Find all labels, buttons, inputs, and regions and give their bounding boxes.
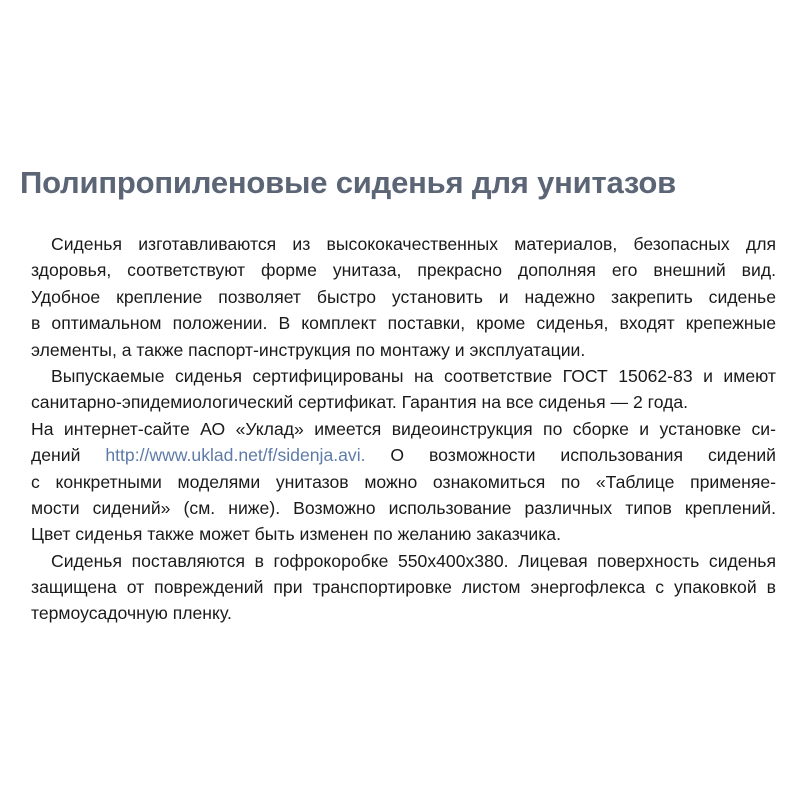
paragraph-2-line-7: Цвет сиденья также может быть изменен по желанию заказчика. <box>31 524 561 545</box>
video-instruction-link[interactable]: http://www.uklad.net/f/sidenja.avi. <box>105 445 366 466</box>
paragraph-1-line-5: элементы, а также паспорт-инструкция по монтажу и эксплуатации. <box>31 339 586 360</box>
paragraph-2-line-5: с конкретными моделями унитазов можно ознакомиться по «Таблице применяе- <box>31 471 776 492</box>
paragraph-2-line-3: На интернет-сайте АО «Уклад» имеется видеоинструкция по сборке и установке си- <box>31 418 776 439</box>
paragraph-1-line-2: здоровья, соответствуют форме унитаза, прекрасно дополняя его внешний вид. <box>31 260 776 281</box>
paragraph-3-line-1: Сиденья поставляются в гофрокоробке 550х400х380. Лицевая поверхность сиденья <box>51 550 776 571</box>
document-body <box>31 231 776 627</box>
paragraph-3-line-2: защищена от повреждений при транспортировке листом энергофлекса с упаковкой в <box>31 577 776 598</box>
document-title: Полипропиленовые сиденья для унитазов <box>20 165 676 200</box>
paragraph-2-line-1: Выпускаемые сиденья сертифицированы на соответствие ГОСТ 15062-83 и имеют <box>51 365 776 386</box>
paragraph-2-link-line <box>31 442 776 468</box>
paragraph-1-line-1: Сиденья изготавливаются из высококачественных материалов, безопасных для <box>51 234 776 254</box>
paragraph-1-line-3: Удобное крепление позволяет быстро установить и надежно закрепить сиденье <box>31 286 776 307</box>
paragraph-2-line-6: мости сидений» (см. ниже). Возможно использование различных типов креплений. <box>31 497 776 518</box>
link-line-before: дений <box>31 445 81 466</box>
link-line-after: О возможности использования сидений <box>390 445 776 466</box>
paragraph-2-line-2: санитарно-эпидемиологический сертификат. Гарантия на все сиденья — 2 года. <box>31 392 689 413</box>
paragraph-1-line-4: в оптимальном положении. В комплект поставки, кроме сиденья, входят крепежные <box>31 313 776 334</box>
paragraph-3-line-3: термоусадочную пленку. <box>31 603 232 624</box>
